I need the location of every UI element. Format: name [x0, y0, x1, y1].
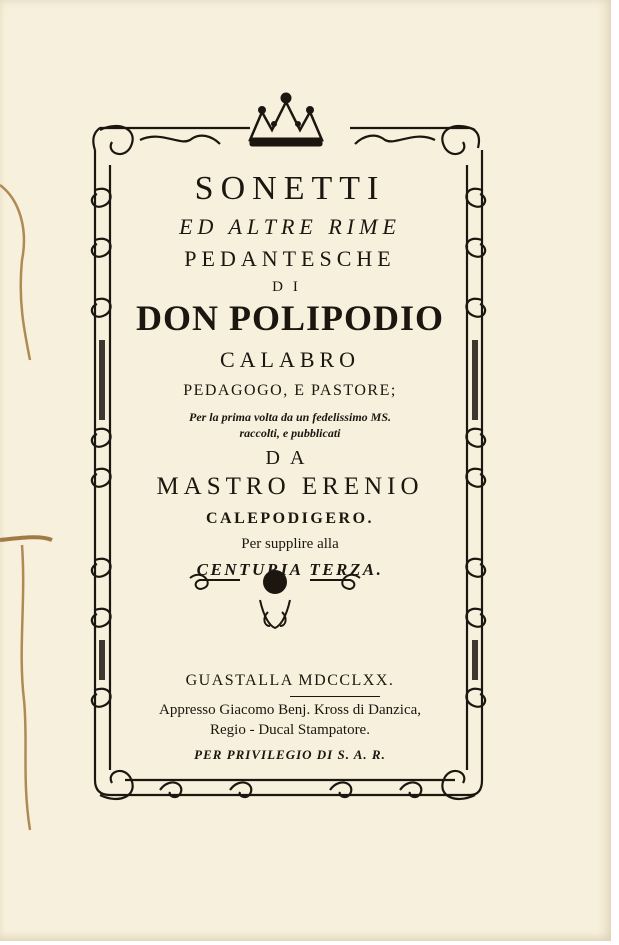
page-edge	[611, 0, 619, 945]
imprint-printer-line-2: Regio - Ducal Stampatore.	[210, 722, 370, 738]
author-role: PEDAGOGO, E PASTORE;	[183, 382, 397, 399]
note-line-2: raccolti, e pubblicati	[239, 426, 341, 440]
imprint-rule	[290, 696, 380, 697]
title: SONETTI	[194, 170, 386, 207]
title-page-text	[110, 170, 470, 770]
note-line-1: Per la prima volta da un fedelissimo MS.	[188, 410, 391, 424]
author-name: DON POLIPODIO	[135, 298, 444, 338]
di-label: DI	[272, 279, 308, 295]
supplement-line: Per supplire alla	[241, 536, 339, 552]
author-origin: CALABRO	[219, 347, 361, 372]
subtitle-2: PEDANTESCHE	[184, 246, 396, 271]
editor-surname: CALEPODIGERO.	[205, 510, 375, 527]
imprint-place-year: GUASTALLA MDCCLXX.	[185, 672, 395, 689]
imprint-printer-line-1: Appresso Giacomo Benj. Kross di Danzica,	[158, 702, 422, 718]
century-line: CENTURIA TERZA.	[196, 560, 384, 579]
da-label: DA	[265, 447, 315, 469]
editor-name: MASTRO ERENIO	[156, 473, 424, 500]
privilege-line: PER PRIVILEGIO DI S. A. R.	[194, 747, 386, 762]
subtitle-1: ED ALTRE RIME	[179, 214, 401, 239]
